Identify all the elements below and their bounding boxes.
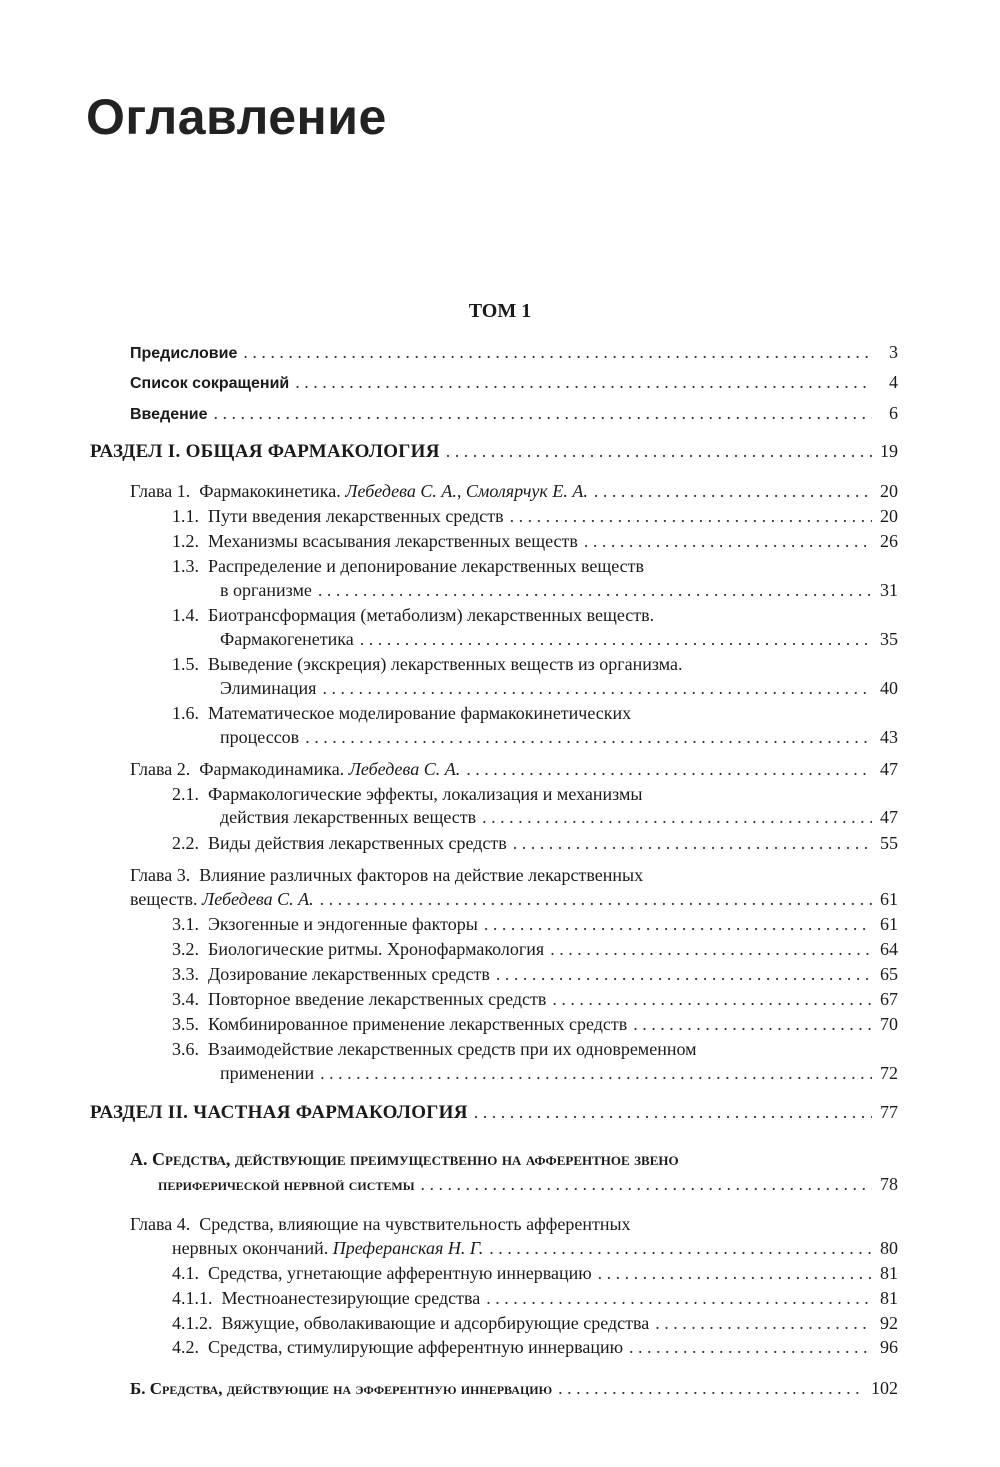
item-number: 3.5. (172, 1014, 199, 1034)
toc-item-1-4-first-line[interactable] (172, 604, 654, 626)
toc-item-3-6-first-line[interactable] (172, 1038, 697, 1060)
toc-item-1-4[interactable] (0, 628, 1000, 656)
toc-item-3-2[interactable] (0, 938, 1000, 966)
page-number: 78 (880, 1174, 898, 1194)
page-number: 72 (880, 1063, 898, 1083)
part-title: Средства, действующие на эфферентную иннервацию (149, 1379, 553, 1398)
item-title-cont: процессов (220, 727, 300, 747)
page-number: 55 (880, 833, 898, 853)
item-title: Биотрансформация (метаболизм) лекарственных веществ. (208, 605, 655, 625)
item-number: 1.3. (172, 556, 199, 576)
item-number: 1.2. (172, 531, 199, 551)
page-number: 47 (880, 759, 898, 779)
toc-item-1-3[interactable] (0, 579, 1000, 607)
toc-chapter-3-first-line[interactable] (130, 864, 643, 886)
chapter-author: Преферанская Н. Г. (332, 1238, 484, 1258)
item-number: 3.6. (172, 1039, 199, 1059)
item-number: 4.1.2. (172, 1313, 213, 1333)
item-number: 4.2. (172, 1337, 199, 1357)
toc-section-2[interactable] (0, 1101, 1000, 1129)
item-title: Средства, стимулирующие афферентную иннервацию (208, 1337, 624, 1357)
chapter-title: Средства, влияющие на чувствительность афферентных (199, 1214, 631, 1234)
page-number: 64 (880, 939, 898, 959)
toc-entry-introduction[interactable] (0, 402, 1000, 430)
item-number: 2.1. (172, 784, 199, 804)
item-title: Местноанестезирующие средства (221, 1288, 481, 1308)
item-title: Пути введения лекарственных средств (208, 506, 504, 526)
item-number: 3.4. (172, 989, 199, 1009)
chapter-author: Лебедева С. А. (202, 889, 314, 909)
item-title-cont: Элиминация (220, 678, 317, 698)
item-number: 1.1. (172, 506, 199, 526)
toc-chapter-4[interactable] (0, 1237, 1000, 1265)
toc-item-1-6-first-line[interactable] (172, 702, 631, 724)
item-number: 4.1. (172, 1263, 199, 1283)
toc-item-1-5-first-line[interactable] (172, 653, 683, 675)
toc-chapter-3[interactable] (0, 888, 1000, 916)
item-title-cont: применении (220, 1063, 315, 1083)
item-title: Фармакологические эффекты, локализация и механизмы (208, 784, 643, 804)
page-number: 81 (880, 1263, 898, 1283)
entry-label: Введение (130, 406, 208, 423)
section-label: РАЗДЕЛ II. ЧАСТНАЯ ФАРМАКОЛОГИЯ (90, 1102, 468, 1123)
item-number: 1.6. (172, 703, 199, 723)
toc-item-3-1[interactable] (0, 913, 1000, 941)
toc-entry-preface[interactable] (0, 341, 1000, 369)
toc-chapter-4-first-line[interactable] (130, 1213, 631, 1235)
page-number: 80 (880, 1238, 898, 1258)
section-label: РАЗДЕЛ I. ОБЩАЯ ФАРМАКОЛОГИЯ (90, 441, 440, 462)
item-title: Дозирование лекарственных средств (208, 964, 490, 984)
item-title: Взаимодействие лекарственных средств при их одновременном (208, 1039, 697, 1059)
toc-item-1-6[interactable] (0, 726, 1000, 754)
item-title-cont: действия лекарственных веществ (220, 807, 477, 827)
toc-item-3-3[interactable] (0, 963, 1000, 991)
page-number: 102 (871, 1378, 898, 1398)
page-number: 70 (880, 1014, 898, 1034)
page-number: 31 (880, 580, 898, 600)
page-number: 61 (880, 914, 898, 934)
toc-item-2-2[interactable] (0, 832, 1000, 860)
item-title-cont: Фармакогенетика (220, 629, 354, 649)
item-number: 1.5. (172, 654, 199, 674)
part-title: Средства, действующие преимущественно на афферентное звено (152, 1149, 679, 1169)
toc-item-3-5[interactable] (0, 1013, 1000, 1041)
page-number: 61 (880, 889, 898, 909)
item-title: Комбинированное применение лекарственных средств (208, 1014, 628, 1034)
page-number: 65 (880, 964, 898, 984)
item-number: 4.1.1. (172, 1288, 213, 1308)
page-number: 26 (880, 531, 898, 551)
item-title: Биологические ритмы. Хронофармакология (208, 939, 545, 959)
page-number: 47 (880, 807, 898, 827)
page-number: 20 (880, 481, 898, 501)
volume-heading: ТОМ 1 (468, 300, 532, 322)
item-number: 3.1. (172, 914, 199, 934)
toc-part-a[interactable] (0, 1173, 1000, 1201)
chapter-prefix: Глава 4. (130, 1214, 191, 1234)
item-title: Распределение и депонирование лекарственных веществ (208, 556, 644, 576)
page-number: 77 (880, 1102, 898, 1122)
toc-entry-abbreviations[interactable] (0, 371, 1000, 399)
toc-item-3-6[interactable] (0, 1062, 1000, 1090)
chapter-title: Влияние различных факторов на действие лекарственных (199, 865, 644, 885)
chapter-author: Лебедева С. А., Смолярчук Е. А. (345, 481, 588, 501)
page-number: 40 (880, 678, 898, 698)
item-number: 3.3. (172, 964, 199, 984)
toc-item-1-3-first-line[interactable] (172, 555, 644, 577)
toc-part-a-first-line[interactable] (130, 1148, 679, 1170)
chapter-author: Лебедева С. А. (348, 759, 461, 779)
item-title: Вяжущие, обволакивающие и адсорбирующие средства (221, 1313, 650, 1333)
page-number: 43 (880, 727, 898, 747)
entry-label: Предисловие (130, 345, 238, 362)
chapter-title: Фармакокинетика. (199, 481, 341, 501)
chapter-title: Фармакодинамика. (199, 759, 345, 779)
toc-item-1-5[interactable] (0, 677, 1000, 705)
toc-item-2-1[interactable] (0, 806, 1000, 834)
toc-item-4-1-1[interactable] (0, 1287, 1000, 1315)
page-number: 96 (880, 1337, 898, 1357)
page-number: 3 (889, 342, 898, 362)
item-title: Повторное введение лекарственных средств (208, 989, 547, 1009)
item-title: Экзогенные и эндогенные факторы (208, 914, 478, 934)
part-letter: Б. (130, 1379, 146, 1398)
entry-label: Список сокращений (130, 375, 290, 392)
toc-chapter-1[interactable] (0, 480, 1000, 508)
item-title: Выведение (экскреция) лекарственных веществ из организма. (208, 654, 683, 674)
toc-part-b[interactable] (0, 1377, 1000, 1405)
page-number: 35 (880, 629, 898, 649)
page-number: 20 (880, 506, 898, 526)
page-number: 81 (880, 1288, 898, 1308)
part-letter: А. (130, 1149, 148, 1169)
page-number: 92 (880, 1313, 898, 1333)
toc-item-4-2[interactable] (0, 1336, 1000, 1364)
item-number: 2.2. (172, 833, 199, 853)
item-title: Средства, угнетающие афферентную иннервацию (208, 1263, 592, 1283)
chapter-prefix: Глава 2. (130, 759, 191, 779)
item-number: 3.2. (172, 939, 199, 959)
toc-section-1[interactable] (0, 440, 1000, 468)
item-title-cont: в организме (220, 580, 312, 600)
toc-item-1-1[interactable] (0, 505, 1000, 533)
item-number: 1.4. (172, 605, 199, 625)
toc-item-4-1[interactable] (0, 1262, 1000, 1290)
toc-item-3-4[interactable] (0, 988, 1000, 1016)
chapter-prefix: Глава 3. (130, 865, 191, 885)
chapter-prefix: Глава 1. (130, 481, 191, 501)
toc-item-1-2[interactable] (0, 530, 1000, 558)
chapter-title-cont: нервных окончаний. (172, 1238, 329, 1258)
item-title: Виды действия лекарственных средств (208, 833, 507, 853)
toc-item-2-1-first-line[interactable] (172, 783, 642, 805)
page-number: 67 (880, 989, 898, 1009)
chapter-title-cont: веществ. (130, 889, 198, 909)
page-title: Оглавление (86, 89, 387, 145)
item-title: Механизмы всасывания лекарственных веществ (208, 531, 578, 551)
item-title: Математическое моделирование фармакокинетических (208, 703, 632, 723)
part-title-cont: периферической нервной системы (158, 1175, 415, 1194)
page-number: 6 (889, 403, 898, 423)
page-number: 4 (889, 372, 898, 392)
toc-chapter-2[interactable] (0, 758, 1000, 786)
page-number: 19 (880, 441, 898, 461)
